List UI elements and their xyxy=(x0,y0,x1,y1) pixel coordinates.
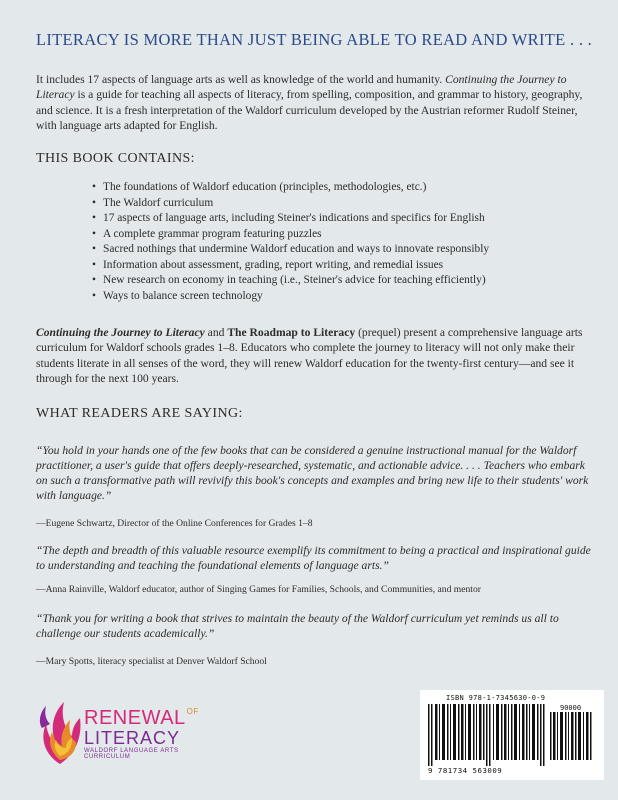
list-item: • A complete grammar program featuring puzzles xyxy=(92,227,592,243)
logo-brand-text: RENEWAL xyxy=(84,707,186,729)
logo-tagline: WALDORF LANGUAGE ARTS CURRICULUM xyxy=(84,748,179,760)
readers-heading: WHAT READERS ARE SAYING: xyxy=(36,406,243,421)
summary-and: and xyxy=(204,326,228,339)
page-headline: LITERACY IS MORE THAN JUST BEING ABLE TO READ AND WRITE . . . xyxy=(36,30,593,49)
logo-sub-text: LITERACY xyxy=(84,728,181,748)
publisher-logo xyxy=(36,694,216,770)
list-item: • Sacred nothings that undermine Waldorf education and ways to innovate responsibly xyxy=(92,242,592,258)
intro-paragraph xyxy=(36,72,591,134)
logo-of-text: OF xyxy=(186,707,199,716)
summary-title-2: The Roadmap to Literacy xyxy=(227,326,356,339)
review-quote: “Thank you for writing a book that strives to maintain the beauty of the Waldorf curriculum yet reminds us all to challenge our students academically.” xyxy=(36,612,559,640)
list-item: • New research on economy in teaching (i.e., Steiner's advice for teaching efficiently) xyxy=(92,273,592,289)
list-item: • Information about assessment, grading, report writing, and remedial issues xyxy=(92,258,592,274)
contents-list xyxy=(92,180,592,304)
summary-text: (prequel) present a comprehensive language arts curriculum for Waldorf schools grades 1–8. Educators who complete the journey to literacy will not only make their students literate in all senses of the word, they will renew Waldorf education for the twenty-first century—and see it through for the next 100 years. xyxy=(36,326,583,386)
review-attribution: —Anna Rainville, Waldorf educator, author of Singing Games for Families, Schools, and Communities, and mentor xyxy=(36,584,481,595)
list-item: • Ways to balance screen technology xyxy=(92,289,592,305)
contains-heading: THIS BOOK CONTAINS: xyxy=(36,151,195,166)
intro-text-1: It includes 17 aspects of language arts as well as knowledge of the world and humanity. xyxy=(36,73,446,86)
intro-book-title: Continuing the Journey to Literacy xyxy=(36,73,567,102)
barcode-bars xyxy=(426,704,598,766)
barcode xyxy=(420,690,604,780)
review-attribution: —Mary Spotts, literacy specialist at Denver Waldorf School xyxy=(36,656,267,667)
price-code: 90000 xyxy=(560,704,582,712)
list-item: • The foundations of Waldorf education (principles, methodologies, etc.) xyxy=(92,180,592,196)
list-item: • The Waldorf curriculum xyxy=(92,196,592,212)
isbn-label: ISBN 978-1-7345630-0-9 xyxy=(446,694,546,702)
summary-title-1: Continuing the Journey to Literacy xyxy=(36,326,205,339)
intro-text-2: is a guide for teaching all aspects of literacy, from spelling, composition, and grammar to history, geography, and science. It is a fresh interpretation of the Waldorf curriculum developed by the Austrian reformer Rudolf Steiner, with language arts adapted for English. xyxy=(36,88,583,133)
flame-icon xyxy=(36,694,86,770)
isbn-number: 9 781734 563009 xyxy=(428,766,503,775)
list-item: • 17 aspects of language arts, including Steiner's indications and specifics for English xyxy=(92,211,592,227)
review-quote: “You hold in your hands one of the few books that can be considered a genuine instructional manual for the Waldorf practitioner, a user's guide that offers deeply-researched, systematic, and actionable advice. . . . Teachers who embark on such a transformative path will revivify this book's concepts and examples and bring new life to their students' work with language.” xyxy=(36,444,589,502)
review-attribution: —Eugene Schwartz, Director of the Online Conferences for Grades 1–8 xyxy=(36,518,313,529)
summary-paragraph xyxy=(36,325,591,387)
review-quote: “The depth and breadth of this valuable resource exemplify its commitment to being a practical and inspirational guide to understanding and teaching the foundational elements of language arts.” xyxy=(36,544,591,572)
